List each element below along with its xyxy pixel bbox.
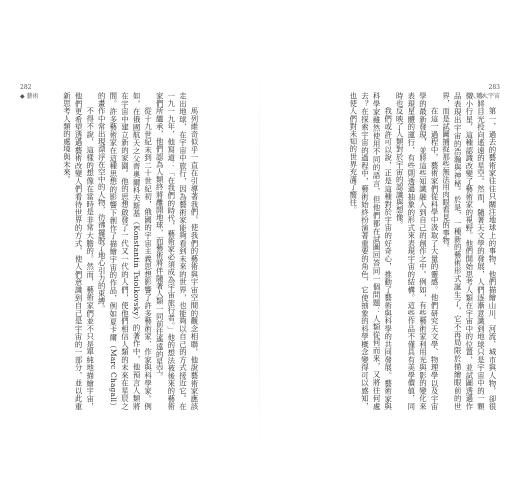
paragraph: 在這一過程中，藝術家們從科學中汲取了大量的靈感。他們研究天文學、物理學以及宇宙學的最新發現，並將這些知識融入到自己的創作之中。例如，有些藝術家利用光與影的變化來表現星體的運行，有些則透過抽象的形式來表現宇宙的結構。這些作品不僅具有美學價值，同時也反映了人類對於宇宙的認識與想像。 [395,92,440,410]
running-head-right: 人類大宇宙 [469,93,500,100]
page-number-left: 282 [20,84,32,91]
paragraph: 不得不說，這樣的想像在當時是非常大膽的。然而，藝術家們並不只是單純地描繪宇宙，他們更希望透過藝術改變人們看待世界的方式，使人們意識到自己是宇宙的一部分，並以此重新思考人類的處境與未來。 [62,92,95,410]
paragraph: 從十九世紀末到二十世紀初，俄國的宇宙主義思想影響了許多藝術家、作家與科學家。例如，在俄國航天之父齊奧爾科夫斯基（Konstantin Tsiolkovsky）的著作中，他預言人類將在宇宙中建立新的家園。他的思想啟發了一代又一代的人們，使他們相信人類的未來在星辰之間。許多藝術家在這種思想的影響下創作了描繪宇宙的作品，例如夏卡爾（Marc Chagall）的畫作中常出現漂浮在空中的人物，彷彿擺脫了地心引力的束縛。 [97,92,153,410]
paragraph: 第一，過去的藝術家往往只關注地球上的事物，他們描繪山川、河流、城市與人物，卻很少將目光投向遙遠的星空。然而，隨著天文學的發展，人們逐漸意識到地球只是宇宙中的一顆微小行星，這種認識改變了藝術家的視野。他們開始思考人類在宇宙中的位置，並試圖透過作品表現出宇宙的浩瀚與神秘。於是，一種新的藝術形式誕生了，它不再局限於描繪眼前的世界，而是試圖捕捉那些無法用肉眼看見的事物。 [441,92,497,410]
running-head-left: ◆ 藝術 [20,93,39,100]
right-page [260,0,520,500]
right-page-body [278,92,498,410]
paragraph: 我們或許可以說，正是這種對於宇宙的好奇心，推動了藝術與科學的共同發展。藝術家與科學家雖然使用不同的語言，但他們都在試圖回答同一個問題：人類從何而來，又將往何處去？在探索宇宙的過程中，藝術始終扮演著重要的角色，它使抽象的科學概念變得可以感知，也使人們對未知的世界充滿了嚮往。 [348,92,393,410]
left-page-body [20,92,200,410]
paragraph: 馬列維奇似乎一直在引導著我們，使我們的藝術與宇宙空間的觀念相聯，他說藝術家應該走出地球，在宇宙中旅行，因為藝術家能夠看到未來的世界，也能夠以自己的方式接近它。在一九一九年，他寫道：「在我們的時代，藝術家必須成為宇宙旅行者。」他的想法被後來的藝術家們所繼承，他們認為人類終將離開地球，而藝術將伴隨著人類一同前往遙遠的星空。 [155,92,199,410]
page-number-right: 283 [488,84,500,91]
